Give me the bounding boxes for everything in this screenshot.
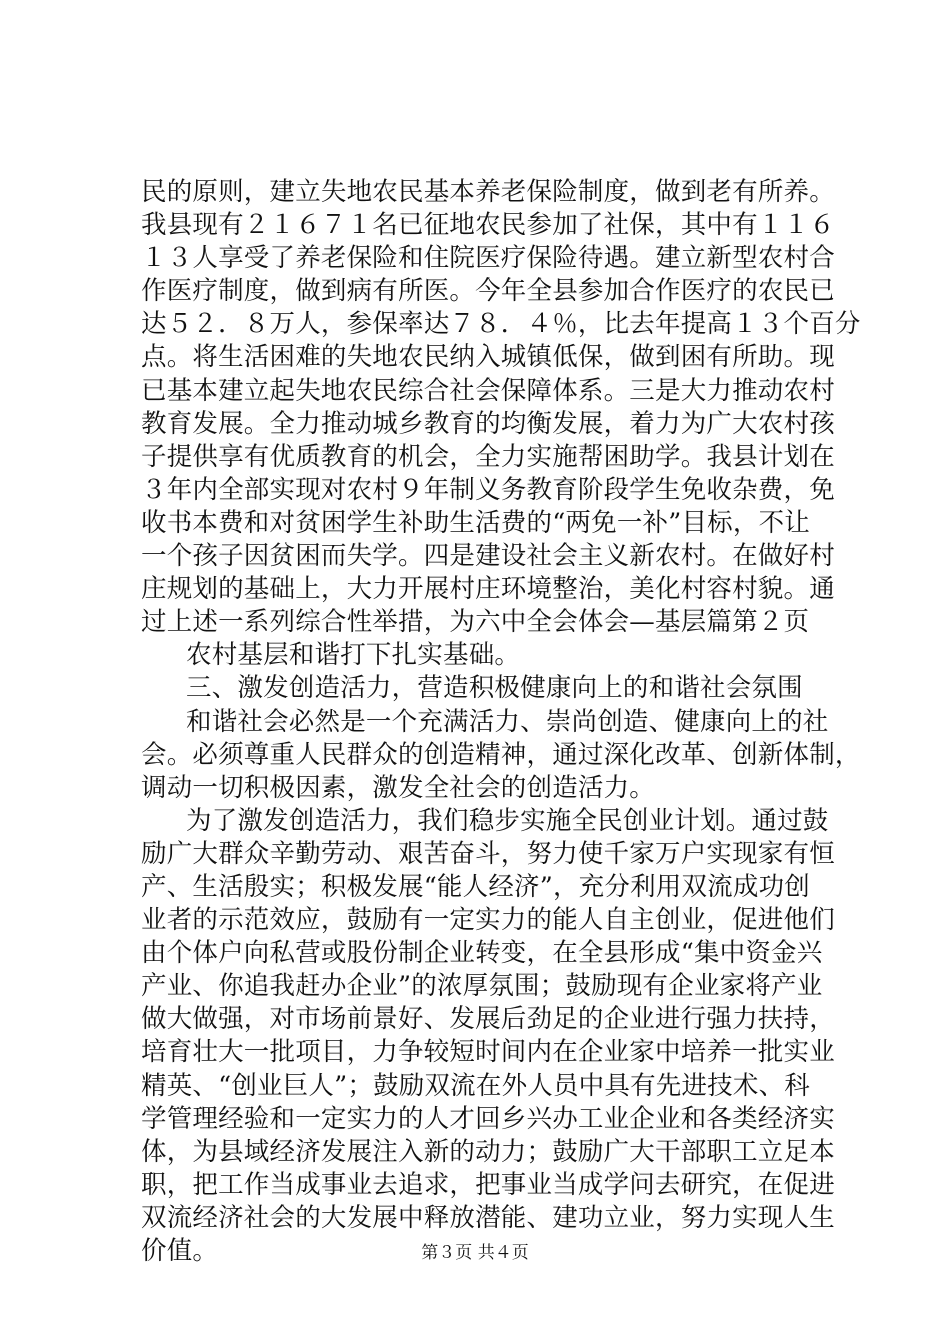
text-line: 庄规划的基础上，大力开展村庄环境整治，美化村容村貌。通 — [141, 574, 835, 605]
page-footer: 第３页 共４页 — [421, 1243, 529, 1263]
text-line: 会。必须尊重人民群众的创造精神，通过深化改革、创新体制， — [141, 739, 861, 770]
text-line: 子提供享有优质教育的机会，全力实施帮困助学。我县计划在 — [141, 441, 835, 472]
text-line: 学管理经验和一定实力的人才回乡兴办工业企业和各类经济实 — [141, 1103, 835, 1134]
text-line: 体，为县域经济发展注入新的动力；鼓励广大干部职工立足本 — [141, 1136, 835, 1167]
text-line: 励广大群众辛勤劳动、艰苦奋斗，努力使千家万户实现家有恒 — [141, 838, 835, 869]
text-line: 收书本费和对贫困学生补助生活费的“两免一补”目标，不让 — [141, 507, 810, 538]
text-line: 教育发展。全力推动城乡教育的均衡发展，着力为广大农村孩 — [141, 408, 835, 439]
text-line: 为了激发创造活力，我们稳步实施全民创业计划。通过鼓 — [186, 805, 829, 836]
text-line: 三、激发创造活力，营造积极健康向上的和谐社会氛围 — [186, 673, 803, 704]
text-line: 调动一切积极因素，激发全社会的创造活力。 — [141, 772, 656, 803]
text-line: 精英、“创业巨人”；鼓励双流在外人员中具有先进技术、科 — [141, 1070, 810, 1101]
text-line: 作医疗制度，做到病有所医。今年全县参加合作医疗的农民已 — [141, 276, 835, 307]
document-body — [141, 176, 861, 1268]
text-line: 产、生活殷实；积极发展“能人经济”，充分利用双流成功创 — [141, 871, 810, 902]
text-line: 一个孩子因贫困而失学。四是建设社会主义新农村。在做好村 — [141, 541, 835, 572]
text-line: 职，把工作当成事业去追求，把事业当成学问去研究，在促进 — [141, 1169, 835, 1200]
text-line: 做大做强，对市场前景好、发展后劲足的企业进行强力扶持， — [141, 1004, 835, 1035]
text-line: 农村基层和谐打下扎实基础。 — [186, 640, 521, 671]
text-line: 过上述一系列综合性举措，为六中全会体会—基层篇第２页 — [141, 607, 810, 638]
text-line: 价值。 — [141, 1236, 219, 1266]
text-line: 点。将生活困难的失地农民纳入城镇低保，做到困有所助。现 — [141, 342, 835, 373]
text-line: 双流经济社会的大发展中释放潜能、建功立业，努力实现人生 — [141, 1202, 835, 1233]
text-line: 培育壮大一批项目，力争较短时间内在企业家中培养一批实业 — [141, 1037, 835, 1068]
text-line: 业者的示范效应，鼓励有一定实力的能人自主创业，促进他们 — [141, 905, 835, 936]
text-line: 我县现有２１６７１名已征地农民参加了社保，其中有１１６ — [141, 210, 835, 241]
text-line: 由个体户向私营或股份制企业转变，在全县形成“集中资金兴 — [141, 938, 823, 969]
text-line: ３年内全部实现对农村９年制义务教育阶段学生免收杂费，免 — [141, 474, 835, 505]
text-line: 达５２．８万人，参保率达７８．４％，比去年提高１３个百分 — [141, 309, 861, 340]
text-line: 民的原则，建立失地农民基本养老保险制度，做到老有所养。 — [141, 177, 835, 207]
text-line: １３人享受了养老保险和住院医疗保险待遇。建立新型农村合 — [141, 243, 835, 274]
text-line: 和谐社会必然是一个充满活力、崇尚创造、健康向上的社 — [186, 706, 829, 737]
text-line: 产业、你追我赶办企业”的浓厚氛围；鼓励现有企业家将产业 — [141, 971, 823, 1002]
text-line: 已基本建立起失地农民综合社会保障体系。三是大力推动农村 — [141, 375, 835, 406]
